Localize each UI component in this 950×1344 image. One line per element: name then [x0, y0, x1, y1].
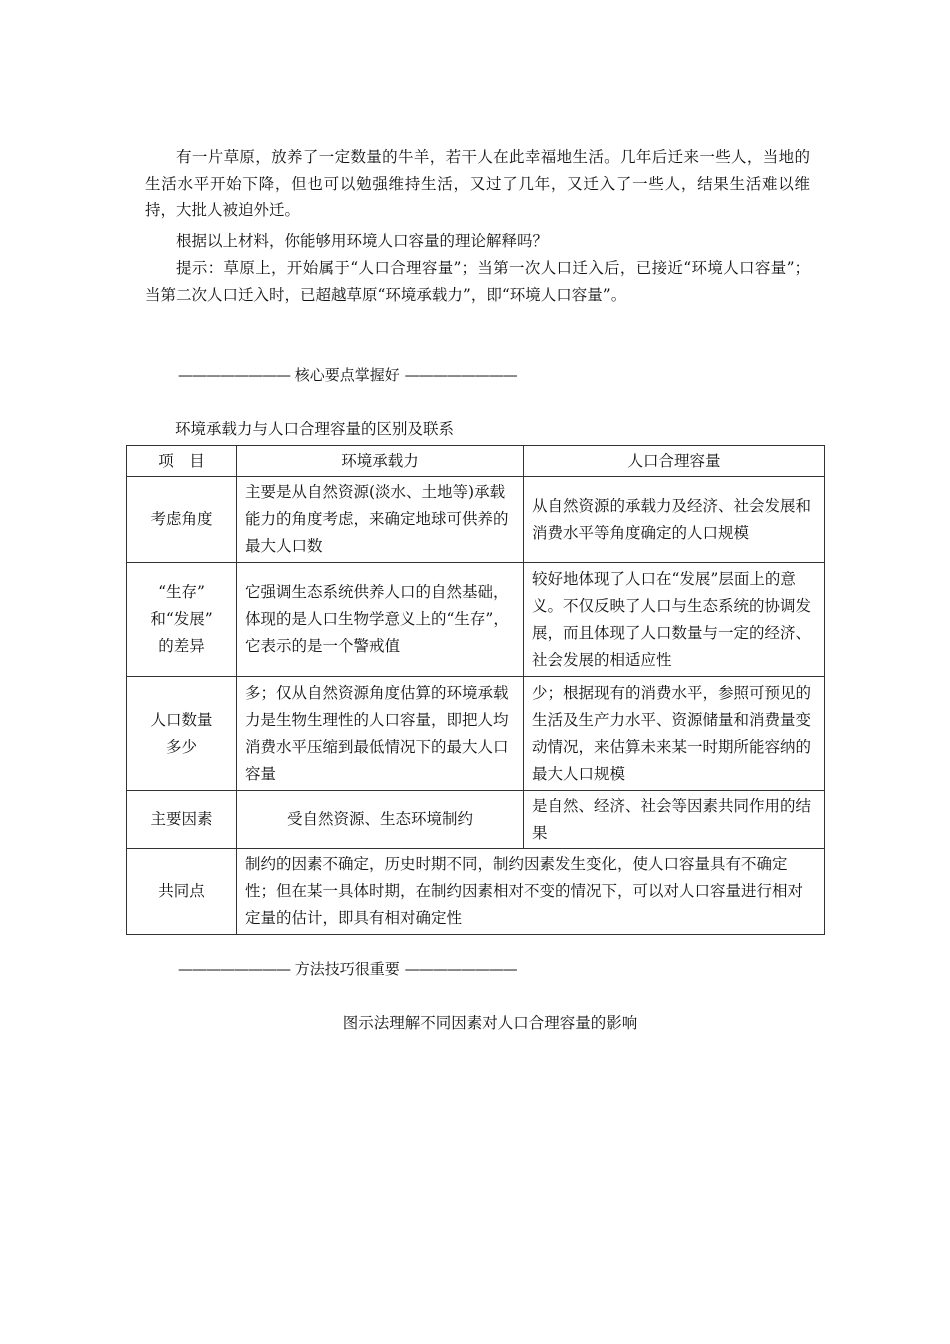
intro-paragraph-2: 根据以上材料，你能够用环境人口容量的理论解释吗？ [176, 232, 549, 250]
cell-reasonable: 从自然资源的承载力及经济、社会发展和消费水平等角度确定的人口规模 [524, 477, 825, 563]
table-header-row [127, 446, 825, 477]
cell-carrying: 多；仅从自然资源角度估算的环境承载力是生物生理性的人口容量，即把人均消费水平压缩到最低情况下的最大人口容量 [237, 677, 524, 791]
cell-carrying: 受自然资源、生态环境制约 [237, 791, 524, 849]
cell-carrying: 主要是从自然资源(淡水、土地等)承载能力的角度考虑，来确定地球可供养的最大人口数 [237, 477, 524, 563]
table-row [127, 477, 825, 563]
row-item-label: 考虑角度 [127, 477, 237, 563]
intro-paragraph-3: 提示：草原上，开始属于“人口合理容量”；当第一次人口迁入后，已接近“环境人口容量”；当第二次人口迁入时，已超越草原“环境承载力”，即“环境人口容量”。 [145, 259, 810, 304]
section-divider-method [178, 958, 598, 979]
row-item-label [127, 677, 237, 791]
row-item-label [127, 563, 237, 677]
table-row [127, 563, 825, 677]
divider-dashes-right: ———————— [404, 366, 517, 384]
row-item-label-line: 人口数量 [150, 710, 213, 729]
section-divider-core [178, 364, 598, 385]
divider-dashes-left: ———————— [178, 960, 290, 978]
divider-dashes-right: ———————— [404, 960, 517, 978]
comparison-table [126, 445, 825, 935]
cell-reasonable: 是自然、经济、社会等因素共同作用的结果 [524, 791, 825, 849]
cell-common: 制约的因素不确定，历史时期不同，制约因素发生变化，使人口容量具有不确定性；但在某一具体时期，在制约因素相对不变的情况下，可以对人口容量进行相对定量的估计，即具有相对确定性 [237, 849, 825, 935]
table-row [127, 849, 825, 935]
header-reasonable-capacity: 人口合理容量 [524, 446, 825, 477]
header-item: 项 目 [127, 446, 237, 477]
figure-title: 图示法理解不同因素对人口合理容量的影响 [342, 1014, 638, 1032]
cell-reasonable: 少；根据现有的消费水平，参照可预见的生活及生产力水平、资源储量和消费量变动情况，来估算未来某一时期所能容纳的最大人口规模 [524, 677, 825, 791]
cell-carrying: 它强调生态系统供养人口的自然基础，体现的是人口生物学意义上的“生存”，它表示的是一个警戒值 [237, 563, 524, 677]
table-row [127, 677, 825, 791]
row-item-label-line: “生存” [158, 583, 205, 601]
row-item-label-line: 多少 [165, 737, 197, 756]
intro-paragraph-1: 有一片草原，放养了一定数量的牛羊，若干人在此幸福地生活。几年后迁来一些人，当地的生活水平开始下降，但也可以勉强维持生活，又过了几年，又迁入了一些人，结果生活难以维持，大批人被迫外迁。 [145, 148, 810, 219]
header-carrying-capacity: 环境承载力 [237, 446, 524, 477]
row-item-label-line: 和“发展” [150, 610, 213, 628]
cell-reasonable: 较好地体现了人口在“发展”层面上的意义。不仅反映了人口与生态系统的协调发展，而且体现了人口数量与一定的经济、社会发展的相适应性 [524, 563, 825, 677]
divider-dashes-left: ———————— [178, 366, 290, 384]
section-heading-core: 核心要点掌握好 [294, 366, 400, 384]
table-row [127, 791, 825, 849]
section-heading-method: 方法技巧很重要 [294, 960, 400, 978]
row-item-label-line: 的差异 [158, 637, 205, 655]
row-item-label: 共同点 [127, 849, 237, 935]
row-item-label: 主要因素 [127, 791, 237, 849]
table-caption: 环境承载力与人口合理容量的区别及联系 [175, 420, 455, 438]
